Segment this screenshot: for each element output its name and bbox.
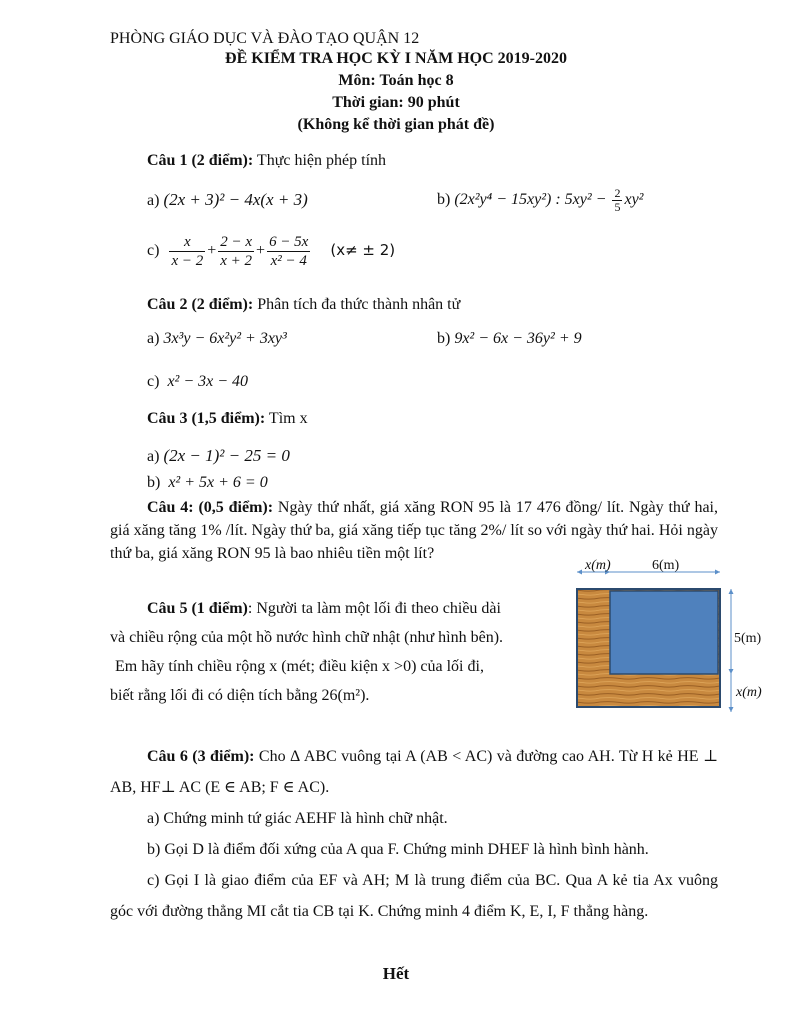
q1-c: c) $\frac{x}{x - 2}$ + $\frac{2 - x}{x + 2}$ + $\frac{6 - 5x}{\text{x² − 4}}$ (x≠ ± 2) — [147, 233, 396, 269]
q1-c-fraction-3: $\frac{6 - 5x}{\text{x² − 4}}$ — [269, 233, 309, 269]
exam-subject: Môn: Toán học 8 — [338, 72, 454, 89]
q1-heading — [147, 152, 386, 170]
q6-a: a) Chứng minh tứ giác AEHF là hình chữ nhật. — [147, 810, 448, 827]
fig-label-top-x: x(m) — [585, 558, 611, 573]
q1-c-fraction-2: $\frac{2 - x}{x + 2}$ — [220, 233, 253, 269]
q2-a-label: a) — [147, 330, 160, 347]
q1-b-fraction: $\frac{2}{5}$ — [614, 185, 621, 214]
fig-label-right-x: x(m) — [736, 685, 762, 700]
q3-b-label: b) — [147, 474, 161, 491]
q5-line-1: Câu 5 (1 điểm): Người ta làm một lối đi theo chiều dài — [147, 600, 501, 617]
q3-heading — [147, 410, 308, 428]
q1-b-tail: xy² — [624, 191, 644, 208]
q5-line-3: Em hãy tính chiều rộng x (mét; điều kiện x >0) của lối đi, — [115, 658, 484, 675]
q6-b: b) Gọi D là điểm đối xứng của A qua F. Chứng minh DHEF là hình bình hành. — [147, 841, 649, 858]
q2-a-expr: 3x³y − 6x²y² + 3xy³ — [163, 330, 287, 347]
q2-b — [437, 330, 582, 348]
q5-figure — [560, 556, 775, 716]
q5-title: Câu 5 (1 điểm) — [147, 600, 248, 617]
end-mark: Hết — [382, 964, 410, 983]
exam-note: (Không kể thời gian phát đề) — [297, 116, 495, 133]
q2-a — [147, 330, 287, 348]
q2-heading — [147, 296, 460, 314]
q1-text: Thực hiện phép tính — [253, 152, 387, 169]
exam-title: ĐỀ KIỂM TRA HỌC KỲ I NĂM HỌC 2019-2020 — [225, 50, 567, 67]
q2-title: Câu 2 (2 điểm): — [147, 296, 254, 313]
q1-title: Câu 1 (2 điểm): — [147, 152, 254, 169]
q3-a — [147, 446, 290, 466]
q6-intro — [110, 741, 718, 803]
q6-text: Cho Δ ABC vuông tại A (AB < AC) và đường cao AH. Từ H kẻ HE ⊥ AB, HF⊥ AC (E ∈ AB; F ∈ AC). — [110, 748, 719, 796]
q3-text: Tìm x — [265, 410, 308, 427]
q1-b — [437, 182, 643, 218]
q3-a-expr: (2x − 1)² − 25 = 0 — [163, 446, 290, 465]
fig-label-top-6: 6(m) — [652, 558, 680, 573]
q2-b-label: b) — [437, 330, 451, 347]
q2-b-expr: 9x² − 6x − 36y² + 9 — [454, 330, 582, 347]
q1-a-expr: (2x + 3)² − 4x(x + 3) — [163, 190, 308, 209]
q1-c-condition: (x≠ ± 2) — [330, 241, 396, 259]
water-area — [610, 591, 718, 674]
q3-b — [147, 474, 268, 492]
q5-line-4: biết rằng lối đi có diện tích bằng 26(m²). — [110, 687, 370, 704]
fig-label-right-5: 5(m) — [734, 631, 762, 646]
q2-c-expr: x² − 3x − 40 — [167, 373, 249, 390]
q1-b-expr: (2x²y⁴ − 15xy²) : 5xy² − — [454, 191, 607, 208]
q2-c — [147, 373, 248, 391]
q1-b-label: b) — [437, 191, 451, 208]
q2-c-label: c) — [147, 373, 160, 390]
q2-text: Phân tích đa thức thành nhân tử — [253, 296, 461, 313]
q6-c: c) Gọi I là giao điểm của EF và AH; M là trung điểm của BC. Qua A kẻ tia Ax vuông góc với đường thẳng MI cắt tia CB tại K. Chứng minh 4 điểm K, E, I, F thẳng hàng. — [110, 872, 718, 920]
q1-a — [147, 190, 308, 210]
q4-title: Câu 4: (0,5 điểm): — [147, 499, 274, 516]
q1-a-label: a) — [147, 192, 160, 209]
exam-time: Thời gian: 90 phút — [332, 94, 460, 111]
dept-name: PHÒNG GIÁO DỤC VÀ ĐÀO TẠO QUẬN 12 — [110, 30, 420, 47]
q1-c-fraction-1: $\frac{x}{x - 2}$ — [171, 233, 204, 269]
q3-a-label: a) — [147, 448, 160, 465]
q3-title: Câu 3 (1,5 điểm): — [147, 410, 266, 427]
q6-title: Câu 6 (3 điểm): — [147, 748, 255, 765]
q4-paragraph — [110, 496, 718, 565]
q4-text: Ngày thứ nhất, giá xăng RON 95 là 17 476 đồng/ lít. Ngày thứ hai, giá xăng tăng 1% /lít. Ngày thứ ba, giá xăng tiếp tục tăng 2%/ lít so với ngày thứ hai. Hỏi ngày thứ ba, giá xăng RON 95 là bao nhiêu tiền một lít? — [110, 499, 718, 562]
q5-line-2: và chiều rộng của một hồ nước hình chữ nhật (như hình bên). — [110, 629, 504, 646]
q1-c-label: c) — [147, 242, 160, 259]
q3-b-expr: x² + 5x + 6 = 0 — [168, 474, 268, 491]
